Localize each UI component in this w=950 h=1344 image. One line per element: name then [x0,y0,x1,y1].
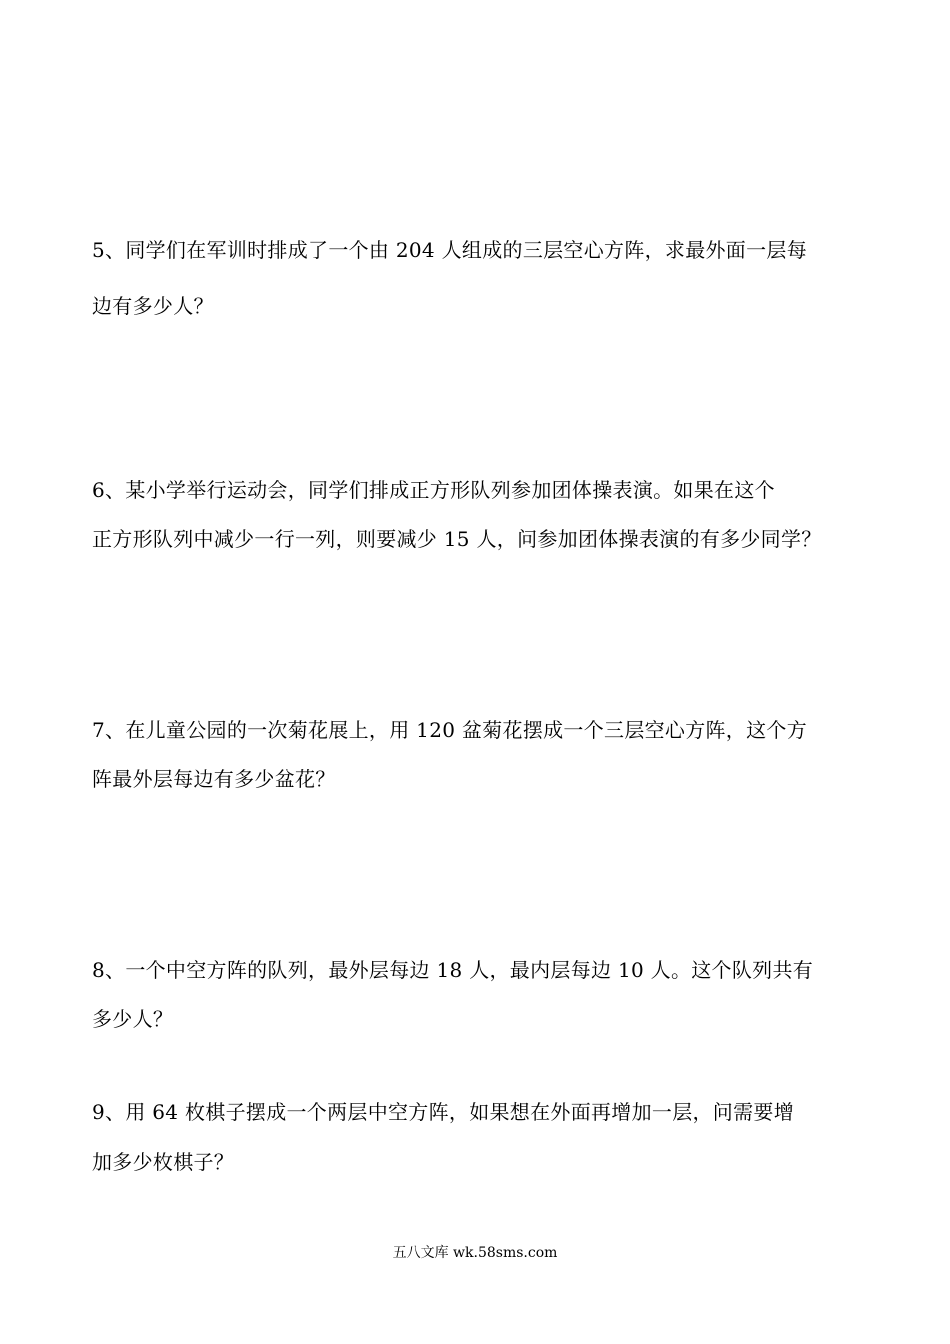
question-line: 5、同学们在军训时排成了一个由 204 人组成的三层空心方阵，求最外面一层每 [92,238,808,262]
question-line: 8、一个中空方阵的队列，最外层每边 18 人，最内层每边 10 人。这个队列共有 [92,958,814,982]
page-footer: 五八文库 wk.58sms.com [392,1245,558,1261]
question-line: 边有多少人？ [92,294,214,318]
question-line: 9、用 64 枚棋子摆成一个两层中空方阵，如果想在外面再增加一层，问需要增 [92,1100,794,1124]
question-line: 多少人？ [92,1007,174,1031]
question-line: 7、在儿童公园的一次菊花展上，用 120 盆菊花摆成一个三层空心方阵，这个方 [92,718,808,742]
question-line: 6、某小学举行运动会，同学们排成正方形队列参加团体操表演。如果在这个 [92,478,775,502]
question-line: 加多少枚棋子？ [92,1150,235,1174]
question-line: 正方形队列中减少一行一列，则要减少 15 人，问参加团体操表演的有多少同学？ [92,527,822,551]
question-line: 阵最外层每边有多少盆花？ [92,767,336,791]
